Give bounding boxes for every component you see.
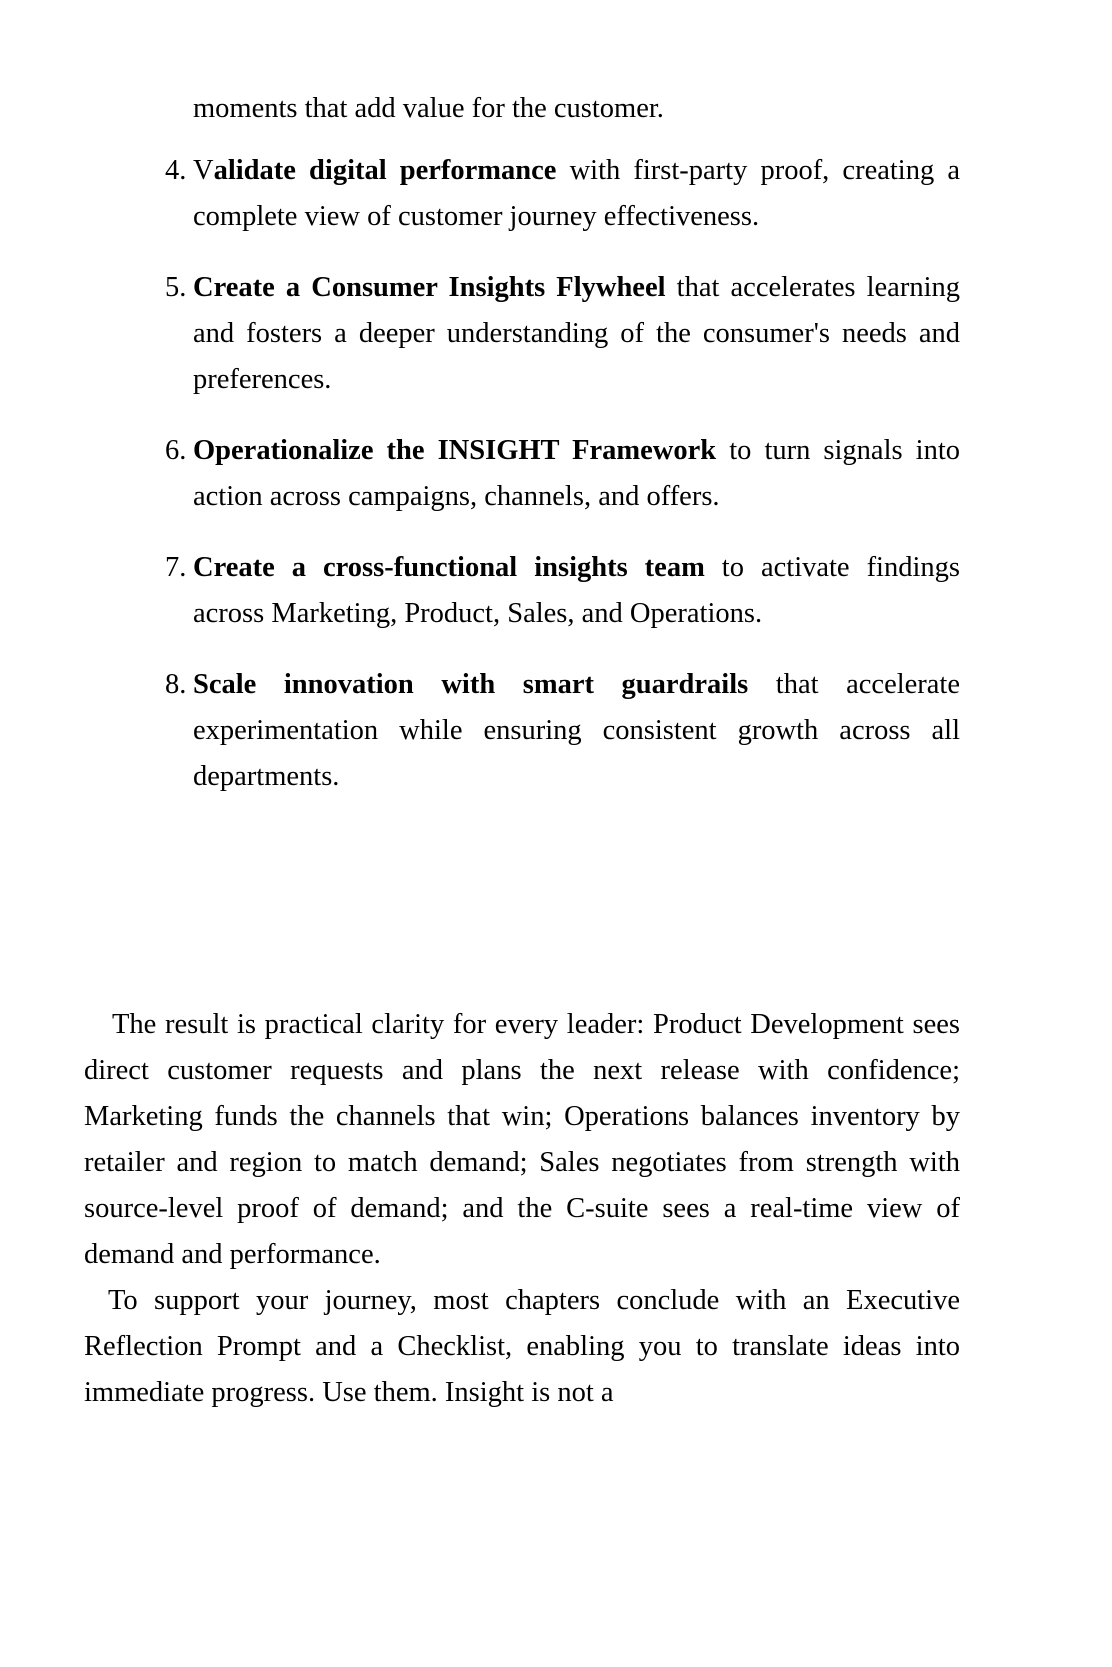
list-item-body	[193, 428, 960, 520]
list-item-number: 6.	[165, 435, 187, 466]
numbered-list	[0, 148, 1112, 800]
list-item-lead: Operationalize the INSIGHT Framework	[193, 435, 717, 466]
list-item-number: 8.	[165, 669, 187, 700]
list-item-number: 5.	[165, 272, 187, 303]
list-item-text: that accelerates learning and fosters a deeper understanding of the consumer's needs and preferences.	[193, 272, 960, 395]
list-item-body	[193, 662, 960, 800]
body-paragraph-result: The result is practical clarity for every leader: Product Development sees direct customer requests and plans the next release with confidence; Marketing funds the channels that win; Operations balances inventory by retailer and region to match demand; Sales negotiates from strength with source-level proof of demand; and the C-suite sees a real-time view of demand and performance.	[84, 1009, 960, 1270]
list-item-text: with first-party proof, creating a complete view of customer journey effectiveness.	[193, 155, 960, 232]
list-item	[0, 265, 1112, 403]
list-item-lead: alidate digital performance	[213, 155, 557, 186]
list-item-lead: Scale innovation with smart guardrails	[193, 669, 749, 700]
list-item-text: that accelerate experimentation while ensuring consistent growth across all departments.	[193, 669, 960, 792]
body-paragraph-support: To support your journey, most chapters conclude with an Executive Reflection Prompt and a Checklist, enabling you to translate ideas into immediate progress. Use them. Insight is not a	[84, 1285, 960, 1408]
list-item-body	[193, 148, 960, 240]
list-item-body	[193, 265, 960, 403]
list-item-body	[193, 545, 960, 637]
list-item	[0, 428, 1112, 520]
list-item	[0, 545, 1112, 637]
list-item-text: to turn signals into action across campaigns, channels, and offers.	[193, 435, 960, 512]
list-item-lead-initial: V	[193, 155, 214, 186]
list-item-continuation-text: moments that add value for the customer.	[193, 93, 664, 124]
list-item-number: 7.	[165, 552, 187, 583]
list-item-lead: Create a cross-functional insights team	[193, 552, 705, 583]
list-item	[0, 662, 1112, 800]
list-item-number: 4.	[165, 155, 187, 186]
list-item-text: to activate findings across Marketing, Product, Sales, and Operations.	[193, 552, 960, 629]
body-text-block	[84, 1002, 960, 1416]
list-item	[0, 148, 1112, 240]
list-item-lead: Create a Consumer Insights Flywheel	[193, 272, 666, 303]
